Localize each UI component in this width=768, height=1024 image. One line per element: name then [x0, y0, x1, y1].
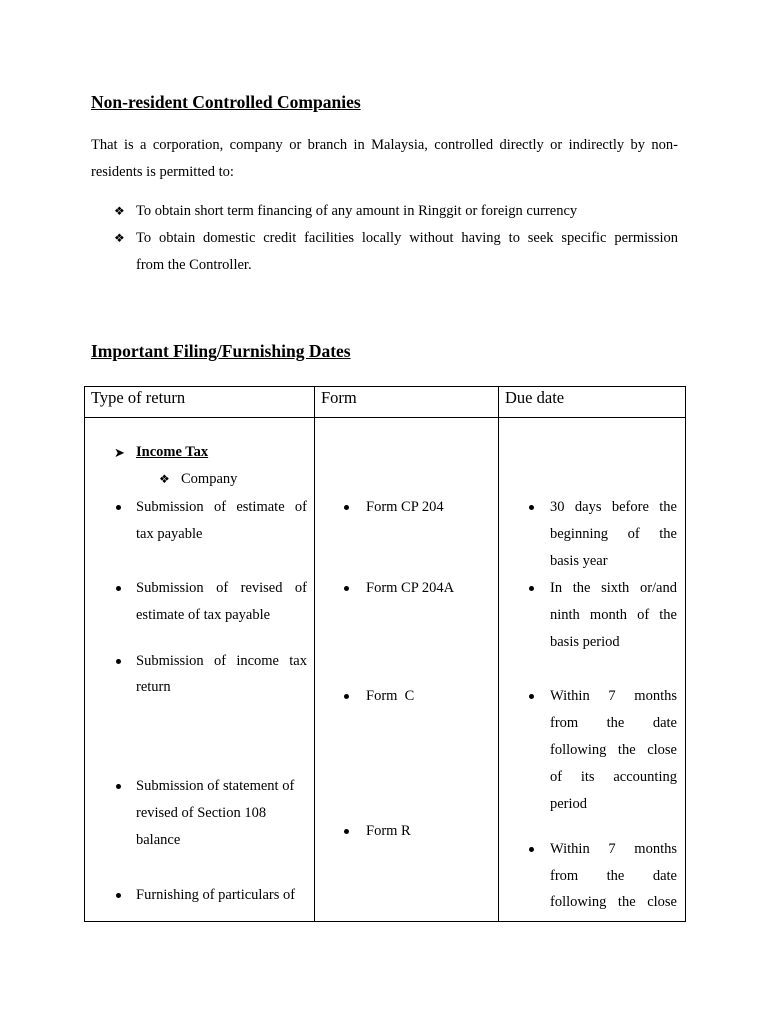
subcategory-company: Company [181, 471, 238, 487]
bullet-dot-icon [116, 784, 121, 789]
return-2-line-2: estimate of tax payable [136, 607, 271, 623]
form-cp204a: Form CP 204A [366, 580, 455, 596]
table-header-divider [84, 417, 686, 418]
permitted-item-1: To obtain short term financing of any amount in Ringgit or foreign currency [136, 203, 578, 219]
diamond-bullet-icon: ❖ [159, 472, 170, 486]
due-1-line-1: 30 days before the [550, 499, 677, 515]
table-border-left [84, 386, 85, 922]
form-cp204: Form CP 204 [366, 499, 444, 515]
due-1-line-2: beginning of the [550, 526, 677, 542]
due-4-line-2: from the date [550, 868, 677, 884]
due-3-line-4: of its accounting [550, 769, 677, 785]
due-4-line-1: Within 7 months [550, 841, 677, 857]
bullet-dot-icon [116, 659, 121, 664]
form-r: Form R [366, 823, 411, 839]
due-3-line-2: from the date [550, 715, 677, 731]
section-title-non-resident: Non-resident Controlled Companies [91, 92, 361, 112]
bullet-dot-icon [344, 586, 349, 591]
bullet-dot-icon [529, 586, 534, 591]
due-3-line-5: period [550, 796, 588, 812]
table-border-top [84, 386, 686, 387]
bullet-dot-icon [116, 586, 121, 591]
permitted-item-2-line-1: To obtain domestic credit facilities locally without having to seek specific permission [136, 230, 678, 246]
table-col-divider-2 [498, 386, 499, 922]
table-border-bottom [84, 921, 686, 922]
diamond-bullet-icon: ❖ [114, 204, 125, 218]
header-due-date: Due date [505, 388, 565, 407]
bullet-dot-icon [529, 847, 534, 852]
return-5-line-1: Furnishing of particulars of [136, 887, 296, 903]
bullet-dot-icon [529, 694, 534, 699]
bullet-dot-icon [344, 505, 349, 510]
due-3-line-1: Within 7 months [550, 688, 677, 704]
return-3-line-2: return [136, 679, 171, 695]
return-1-line-1: Submission of estimate of [136, 499, 307, 515]
arrow-bullet-icon: ➤ [114, 445, 125, 460]
due-3-line-3: following the close [550, 742, 677, 758]
bullet-dot-icon [344, 694, 349, 699]
intro-line-1: That is a corporation, company or branch in Malaysia, controlled directly or indirectly by non- [91, 137, 678, 153]
form-c: Form C [366, 688, 415, 704]
bullet-dot-icon [116, 893, 121, 898]
table-col-divider-1 [314, 386, 315, 922]
bullet-dot-icon [529, 505, 534, 510]
category-income-tax: Income Tax [136, 444, 209, 460]
return-4-line-2: revised of Section 108 [136, 805, 267, 821]
return-1-line-2: tax payable [136, 526, 203, 542]
table-border-right [685, 386, 686, 922]
due-2-line-2: ninth month of the [550, 607, 677, 623]
return-4-line-1: Submission of statement of [136, 778, 295, 794]
diamond-bullet-icon: ❖ [114, 231, 125, 245]
bullet-dot-icon [116, 505, 121, 510]
due-1-line-3: basis year [550, 553, 608, 569]
due-2-line-3: basis period [550, 634, 620, 650]
return-3-line-1: Submission of income tax [136, 653, 307, 669]
due-2-line-1: In the sixth or/and [550, 580, 677, 596]
header-type-of-return: Type of return [91, 388, 186, 407]
header-form: Form [321, 388, 357, 407]
return-4-line-3: balance [136, 832, 181, 848]
intro-line-2: residents is permitted to: [91, 164, 234, 180]
bullet-dot-icon [344, 829, 349, 834]
due-4-line-3: following the close [550, 894, 677, 910]
section-title-filing-dates: Important Filing/Furnishing Dates [91, 341, 351, 361]
return-2-line-1: Submission of revised of [136, 580, 307, 596]
permitted-item-2-line-2: from the Controller. [136, 257, 252, 273]
